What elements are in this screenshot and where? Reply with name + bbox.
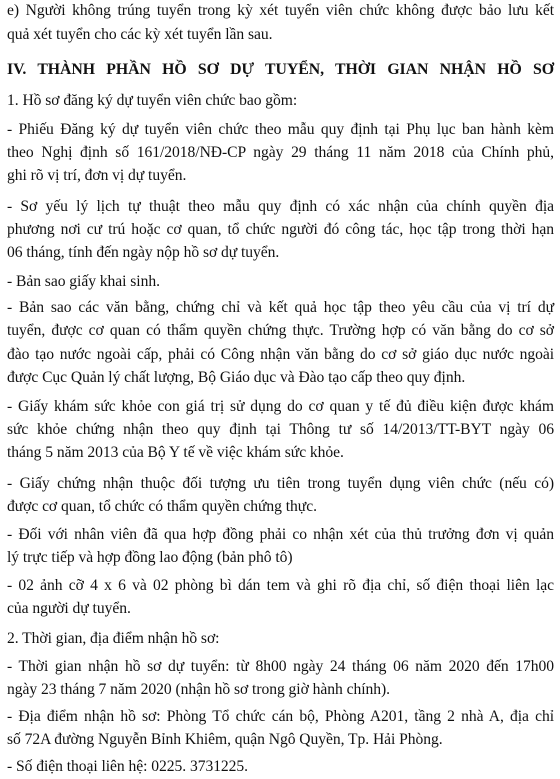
paragraph-phieu-line-2: theo Nghị định số 161/2018/NĐ-CP ngày 29 tháng 11 năm 2018 của Chính phủ, — [7, 144, 554, 161]
paragraph-hopdong-line-2: lý trực tiếp và hợp đồng lao động (bản phô tô) — [7, 549, 293, 566]
paragraph-suckhoe-line-3: tháng 5 năm 2013 của Bộ Y tế về việc khám sức khỏe. — [7, 444, 344, 461]
paragraph-diadiem-line-1: - Địa điểm nhận hồ sơ: Phòng Tổ chức cán bộ, Phòng A201, tầng 2 nhà A, địa chỉ — [7, 708, 554, 725]
paragraph-hopdong-line-1: - Đối với nhân viên đã qua hợp đồng phải co nhận xét của thủ trưởng đơn vị quản — [7, 526, 554, 543]
subsection-2-title: 2. Thời gian, địa điểm nhận hồ sơ: — [7, 630, 220, 647]
section-heading: IV. THÀNH PHẦN HỒ SƠ DỰ TUYỂN, THỜI GIAN NHẬN HỒ SƠ — [7, 61, 554, 78]
item-e-line-2: quả xét tuyển cho các kỳ xét tuyển lần sau. — [7, 26, 273, 43]
paragraph-uutien-line-1: - Giấy chứng nhận thuộc đối tượng ưu tiên trong tuyển dụng viên chức (nếu có) — [7, 475, 554, 492]
paragraph-uutien-line-2: được cơ quan, tổ chức có thẩm quyền chứng thực. — [7, 498, 317, 515]
paragraph-suckhoe-line-1: - Giấy khám sức khỏe con giá trị sử dụng do cơ quan y tế đủ điều kiện được khám — [7, 398, 554, 415]
paragraph-thoigian-line-2: ngày 23 tháng 7 năm 2020 (nhận hồ sơ trong giờ hành chính). — [7, 681, 390, 698]
paragraph-suckhoe-line-2: sức khỏe chứng nhận theo quy định tại Thông tư số 14/2013/TT-BYT ngày 06 — [7, 421, 554, 438]
paragraph-vanbang-line-3: đào tạo nước ngoài cấp, phải có Công nhận văn bằng do cơ sở giáo dục nước ngoài — [7, 346, 554, 363]
paragraph-soyeu-line-1: - Sơ yếu lý lịch tự thuật theo mẫu quy định có xác nhận của chính quyền địa — [7, 198, 554, 215]
paragraph-anh-line-2: của người dự tuyển. — [7, 600, 131, 617]
paragraph-thoigian-line-1: - Thời gian nhận hồ sơ dự tuyển: từ 8h00 ngày 24 tháng 06 năm 2020 đến 17h00 — [7, 658, 554, 675]
paragraph-vanbang-line-1: - Bản sao các văn bằng, chứng chỉ và kết quả học tập theo yêu cầu của vị trí dự — [7, 299, 554, 316]
paragraph-diadiem-line-2: số 72A đường Nguyễn Bỉnh Khiêm, quận Ngô Quyền, Tp. Hải Phòng. — [7, 731, 443, 748]
subsection-1-title: 1. Hồ sơ đăng ký dự tuyển viên chức bao gồm: — [7, 92, 298, 109]
paragraph-phieu-line-1: - Phiếu Đăng ký dự tuyển viên chức theo mẫu quy định tại Phụ lục ban hành kèm — [7, 121, 554, 138]
paragraph-soyeu-line-2: phương nơi cư trú hoặc cơ quan, tổ chức người đó công tác, học tập trong thời hạn — [7, 221, 554, 238]
paragraph-vanbang-line-2: tuyển, được cơ quan có thẩm quyền chứng thực. Trường hợp có văn bằng do cơ sở — [7, 322, 554, 339]
paragraph-anh-line-1: - 02 ảnh cỡ 4 x 6 và 02 phòng bì dán tem và ghi rõ địa chỉ, số điện thoại liên lạc — [7, 577, 554, 594]
paragraph-phieu-line-3: ghi rõ vị trí, đơn vị dự tuyển. — [7, 167, 187, 184]
paragraph-vanbang-line-4: được Cục Quản lý chất lượng, Bộ Giáo dục và Đào tạo cấp theo quy định. — [7, 369, 466, 386]
paragraph-soyeu-line-3: 06 tháng, tính đến ngày nộp hồ sơ dự tuyển. — [7, 244, 280, 261]
paragraph-khaisinh: - Bản sao giấy khai sinh. — [7, 273, 160, 290]
paragraph-dienthoai: - Số điện thoại liên hệ: 0225. 3731225. — [7, 758, 249, 775]
item-e-line-1: e) Người không trúng tuyển trong kỳ xét tuyển viên chức không được bảo lưu kết — [7, 2, 554, 19]
